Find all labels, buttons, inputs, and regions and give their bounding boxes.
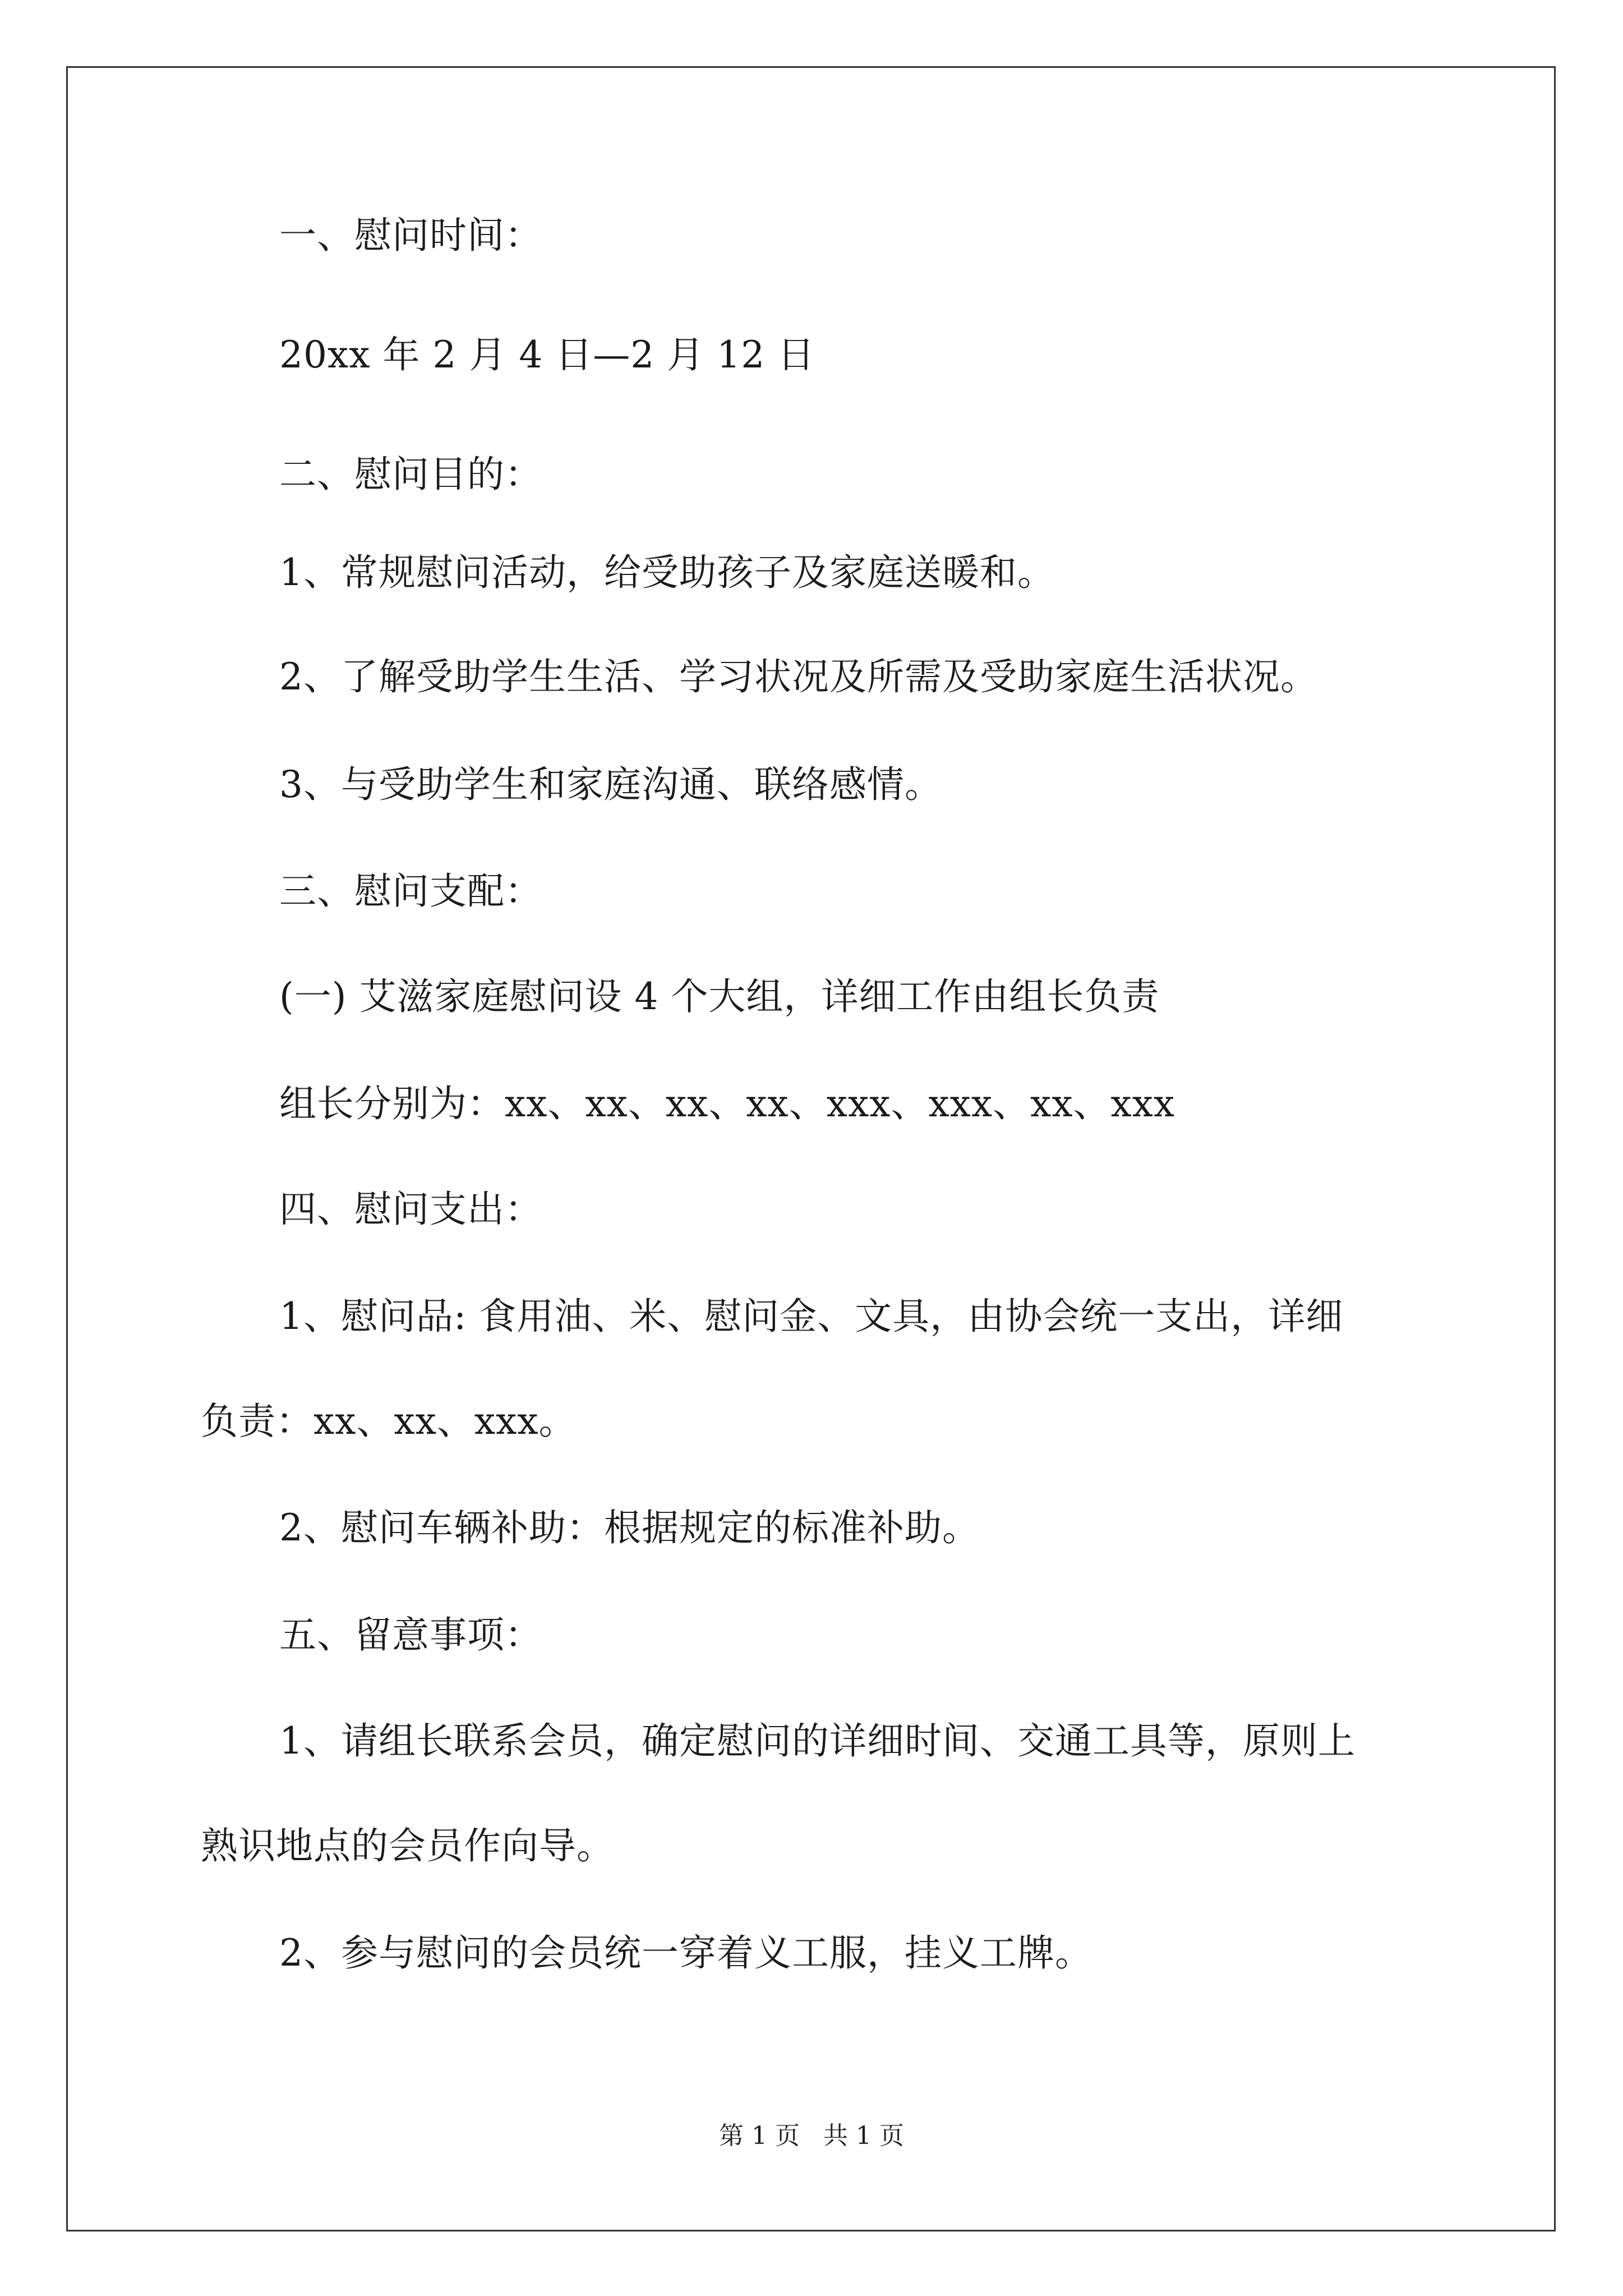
- heading-time: 一、慰问时间：: [279, 214, 542, 257]
- paragraph-group-leaders: 组长分别为：xx、xx、xx、xx、xxx、xxx、xx、xxx: [279, 1082, 1175, 1125]
- page-footer: [0, 2120, 1623, 2152]
- heading-expenses: 四、慰问支出：: [279, 1188, 542, 1231]
- heading-arrangement: 三、慰问支配：: [279, 869, 542, 913]
- paragraph-notes-1-cont: 熟识地点的会员作向导。: [201, 1824, 614, 1867]
- paragraph-expenses-2: 2、慰问车辆补助：根据规定的标准补助。: [279, 1506, 980, 1549]
- paragraph-purpose-1: 1、常规慰问活动，给受助孩子及家庭送暖和。: [279, 551, 1055, 594]
- paragraph-date-range: 20xx 年 2 月 4 日—2 月 12 日: [279, 333, 815, 376]
- page-frame: [66, 66, 1556, 2231]
- heading-notes: 五、留意事项：: [279, 1613, 542, 1657]
- page-number: 第 1 页: [719, 2122, 800, 2150]
- paragraph-expenses-1: 1、慰问品: 食用油、米、慰问金、文具，由协会统一支出，详细: [279, 1295, 1344, 1338]
- heading-purpose: 二、慰问目的：: [279, 453, 542, 496]
- paragraph-expenses-1-cont: 负责：xx、xx、xxx。: [201, 1400, 577, 1443]
- paragraph-arrangement-1: (一) 艾滋家庭慰问设 4 个大组，详细工作由组长负责: [279, 975, 1160, 1018]
- paragraph-notes-1: 1、请组长联系会员，确定慰问的详细时间、交通工具等，原则上: [279, 1719, 1355, 1763]
- paragraph-purpose-2: 2、了解受助学生生活、学习状况及所需及受助家庭生活状况。: [279, 655, 1318, 698]
- page-total: 共 1 页: [823, 2122, 904, 2150]
- paragraph-notes-2: 2、参与慰问的会员统一穿着义工服，挂义工牌。: [279, 1931, 1092, 1975]
- paragraph-purpose-3: 3、与受助学生和家庭沟通、联络感情。: [279, 763, 942, 806]
